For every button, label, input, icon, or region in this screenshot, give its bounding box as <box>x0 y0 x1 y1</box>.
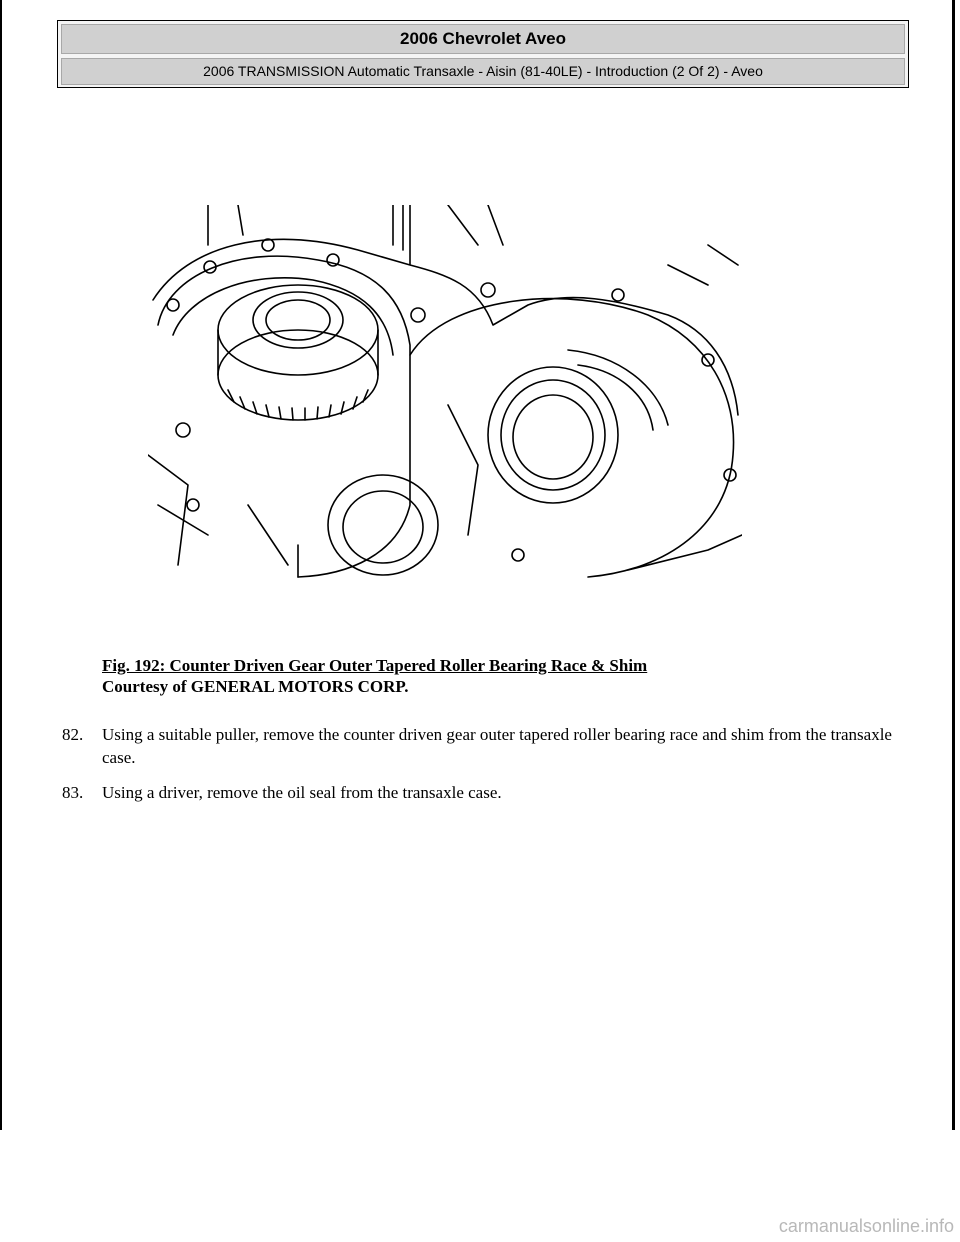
step-number: 83. <box>62 783 84 802</box>
header-subtitle: 2006 TRANSMISSION Automatic Transaxle - Aisin (81-40LE) - Introduction (2 Of 2) - Aveo <box>61 58 905 85</box>
procedure-steps <box>62 723 902 816</box>
step-text: Using a driver, remove the oil seal from the transaxle case. <box>102 783 502 802</box>
list-item <box>62 781 902 804</box>
figure-caption <box>102 655 647 697</box>
site-watermark: carmanualsonline.info <box>778 1216 954 1236</box>
list-item <box>62 723 902 769</box>
step-number: 82. <box>62 725 84 744</box>
transaxle-case-illustration <box>148 205 742 582</box>
document-header <box>57 20 909 88</box>
figure-courtesy: Courtesy of GENERAL MOTORS CORP. <box>102 677 409 696</box>
header-title: 2006 Chevrolet Aveo <box>61 24 905 54</box>
step-text: Using a suitable puller, remove the counter driven gear outer tapered roller bearing race and shim from the transaxle case. <box>102 725 892 767</box>
figure-title-link[interactable]: Fig. 192: Counter Driven Gear Outer Tapered Roller Bearing Race & Shim <box>102 656 648 675</box>
